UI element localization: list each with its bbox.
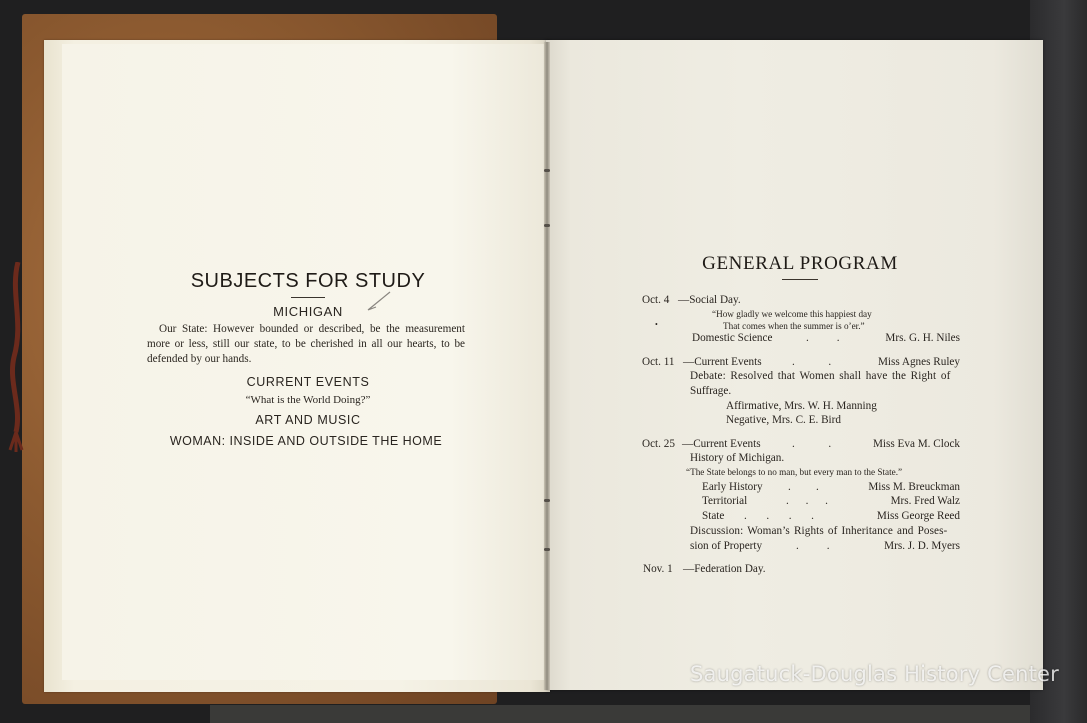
oct25-date: Oct. 25 bbox=[642, 438, 675, 450]
pencil-mark bbox=[366, 290, 392, 312]
oct25-item-topic: Territorial bbox=[702, 495, 748, 507]
oct25-discussion-1: Discussion: Woman’s Rights of Inheritance and Poses- bbox=[690, 525, 948, 537]
leader-dots: . . bbox=[792, 356, 832, 368]
oct4-heading: —Social Day. bbox=[678, 294, 741, 306]
binding-stitch bbox=[543, 222, 551, 232]
oct25-item-speaker: Miss M. Breuckman bbox=[868, 481, 960, 493]
section-woman: WOMAN: INSIDE AND OUTSIDE THE HOME bbox=[169, 434, 443, 448]
nov1-date: Nov. 1 bbox=[643, 563, 673, 575]
book-gutter bbox=[544, 42, 550, 690]
oct11-negative: Negative, Mrs. C. E. Bird bbox=[726, 414, 841, 426]
leader-dots: . . bbox=[792, 438, 832, 450]
oct25-heading: —Current Events bbox=[682, 438, 761, 450]
bullet: • bbox=[655, 320, 658, 329]
leader-dots: . . . bbox=[786, 495, 828, 507]
leader-dots: . . bbox=[796, 540, 830, 552]
title-rule bbox=[782, 279, 818, 280]
binding-stitch bbox=[543, 167, 551, 177]
oct25-quote: “The State belongs to no man, but every man to the State.” bbox=[686, 467, 903, 477]
oct11-heading: —Current Events bbox=[683, 356, 762, 368]
oct4-quote-1: “How gladly we welcome this happiest day bbox=[712, 309, 872, 319]
watermark: Saugatuck-Douglas History Center bbox=[690, 662, 1059, 686]
left-page-title: SUBJECTS FOR STUDY bbox=[190, 270, 426, 292]
oct11-debate-1: Debate: Resolved that Women shall have the Right of bbox=[690, 370, 951, 382]
section-current-events: CURRENT EVENTS bbox=[246, 375, 370, 389]
binding-stitch bbox=[543, 546, 551, 556]
nov1-heading: —Federation Day. bbox=[683, 563, 766, 575]
leader-dots: . . bbox=[788, 481, 819, 493]
leader-dots: . . bbox=[806, 332, 840, 344]
oct25-speaker: Miss Eva M. Clock bbox=[872, 438, 960, 450]
oct25-discussion-speaker: Mrs. J. D. Myers bbox=[884, 540, 960, 552]
oct25-item-topic: State bbox=[702, 510, 725, 522]
left-page-subtitle: MICHIGAN bbox=[273, 304, 343, 319]
title-rule bbox=[291, 297, 325, 298]
section-art-music: ART AND MUSIC bbox=[255, 413, 361, 427]
oct25-item-topic: Early History bbox=[702, 481, 763, 493]
right-page-title: GENERAL PROGRAM bbox=[702, 253, 898, 274]
oct11-affirmative: Affirmative, Mrs. W. H. Manning bbox=[726, 400, 877, 412]
oct4-quote-2: That comes when the summer is o’er.” bbox=[723, 321, 865, 331]
oct25-history: History of Michigan. bbox=[690, 452, 785, 464]
second-book-edge bbox=[210, 705, 1030, 723]
oct4-date: Oct. 4 bbox=[642, 294, 670, 306]
leader-dots: . . . . bbox=[744, 510, 814, 522]
oct25-discussion-2: sion of Property bbox=[690, 540, 763, 552]
section-quote: “What is the World Doing?” bbox=[245, 394, 371, 406]
oct11-date: Oct. 11 bbox=[642, 356, 675, 368]
oct11-debate-2: Suffrage. bbox=[690, 385, 732, 397]
state-description: Our State: However bounded or described, be the measurement more or less, still our state, to be cherished in all our hearts, to be defended by our hands. bbox=[147, 323, 465, 366]
oct25-item-speaker: Miss George Reed bbox=[876, 510, 960, 522]
oct25-item-speaker: Mrs. Fred Walz bbox=[890, 495, 960, 507]
cord-tassel bbox=[2, 262, 30, 452]
oct4-topic: Domestic Science bbox=[692, 332, 773, 344]
oct4-speaker: Mrs. G. H. Niles bbox=[885, 332, 960, 344]
binding-stitch bbox=[543, 497, 551, 507]
oct11-speaker: Miss Agnes Ruley bbox=[877, 356, 960, 368]
